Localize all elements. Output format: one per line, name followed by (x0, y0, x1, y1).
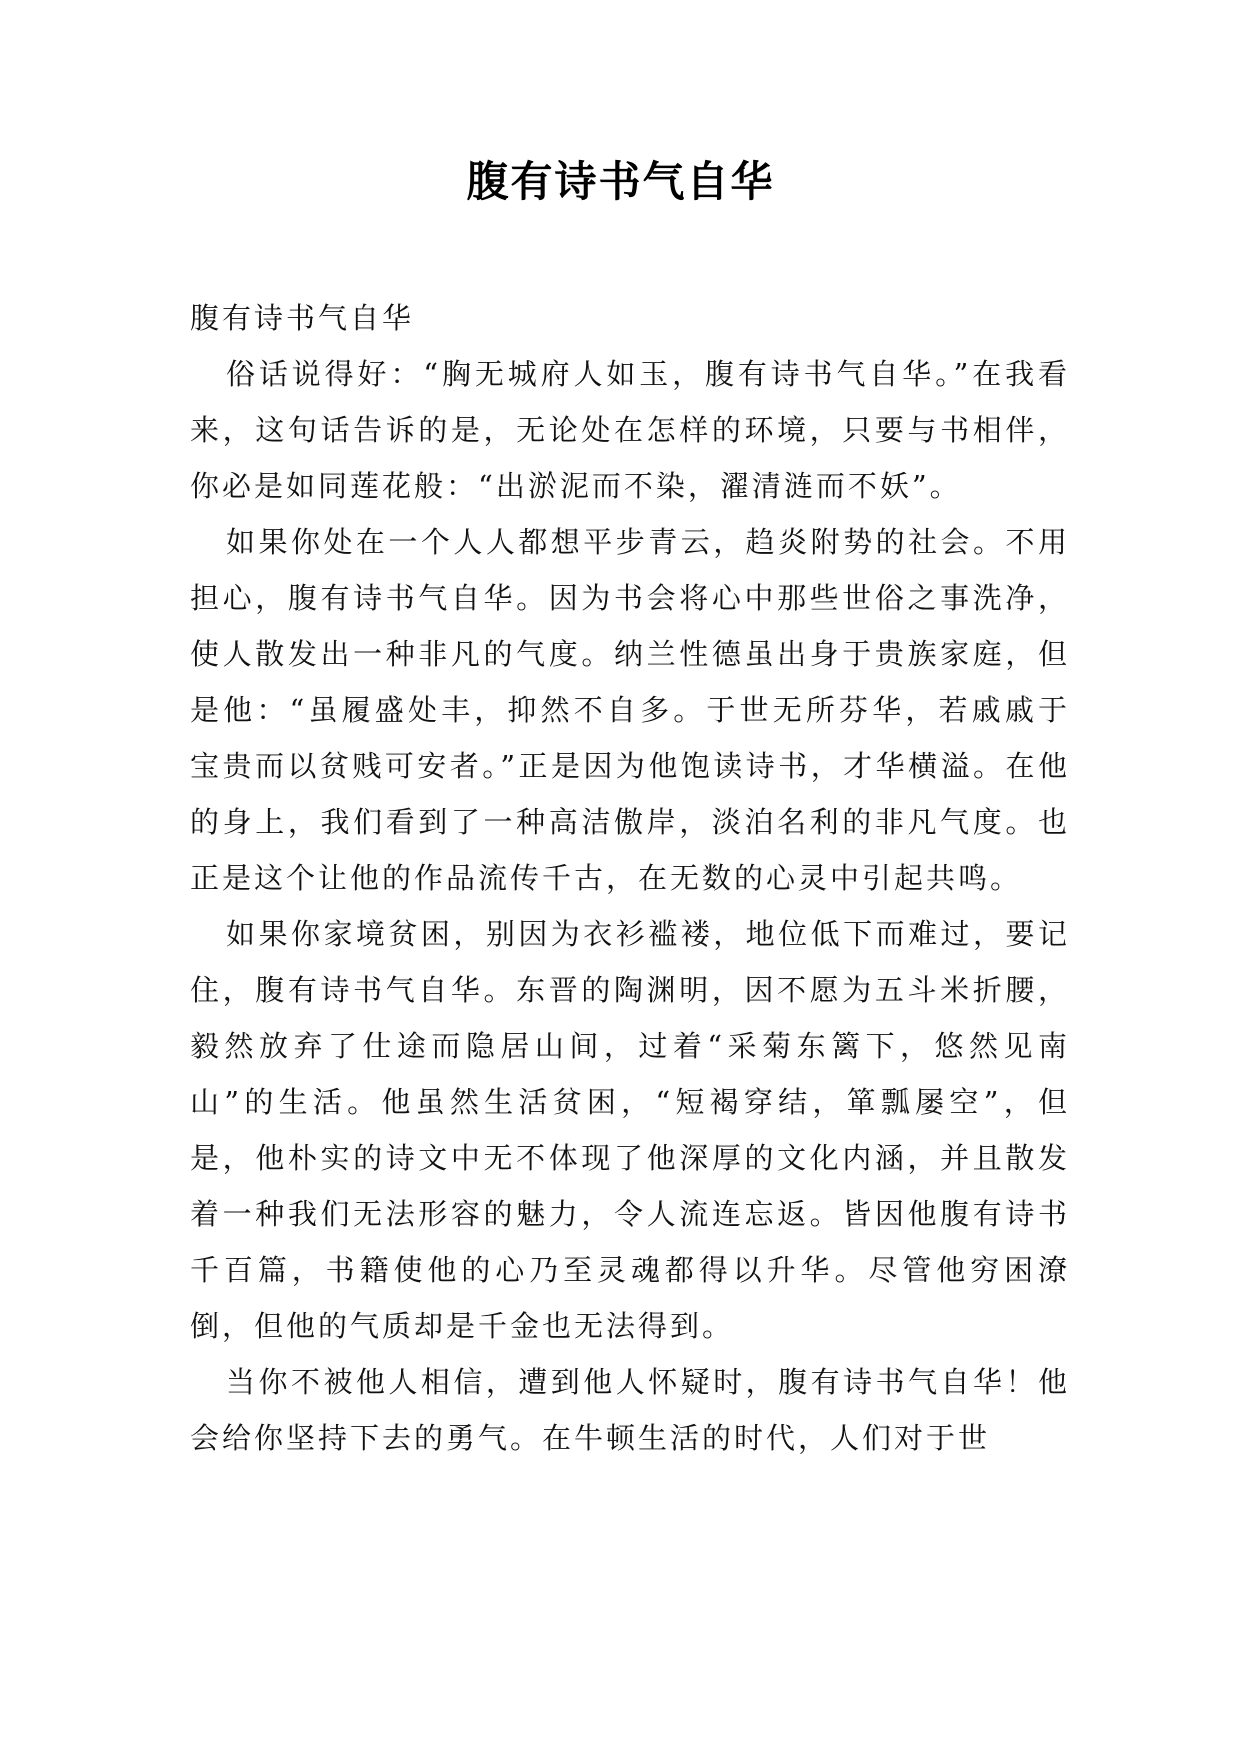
paragraph-2: 如果你处在一个人人都想平步青云，趋炎附势的社会。不用担心，腹有诗书气自华。因为书会将心中那些世俗之事洗净，使人散发出一种非凡的气度。纳兰性德虽出身于贵族家庭，但是他：“虽履盛处丰，抑然不自多。于世无所芬华，若戚戚于宝贵而以贫贱可安者。”正是因为他饱读诗书，才华横溢。在他的身上，我们看到了一种高洁傲岸，淡泊名利的非凡气度。也正是这个让他的作品流传千古，在无数的心灵中引起共鸣。 (190, 525, 1070, 895)
document-title: 腹有诗书气自华 (466, 157, 775, 206)
document-body (190, 290, 1070, 1466)
document-subtitle: 腹有诗书气自华 (190, 301, 415, 335)
paragraph-1: 俗话说得好：“胸无城府人如玉，腹有诗书气自华。”在我看来，这句话告诉的是，无论处在怎样的环境，只要与书相伴，你必是如同莲花般：“出淤泥而不染，濯清涟而不妖”。 (190, 357, 1070, 503)
paragraph-4: 当你不被他人相信，遭到他人怀疑时，腹有诗书气自华！他会给你坚持下去的勇气。在牛顿生活的时代，人们对于世 (190, 1365, 1070, 1455)
paragraph-3: 如果你家境贫困，别因为衣衫褴褛，地位低下而难过，要记住，腹有诗书气自华。东晋的陶渊明，因不愿为五斗米折腰，毅然放弃了仕途而隐居山间，过着“采菊东篱下，悠然见南山”的生活。他虽然生活贫困，“短褐穿结，箪瓢屡空”，但是，他朴实的诗文中无不体现了他深厚的文化内涵，并且散发着一种我们无法形容的魅力，令人流连忘返。皆因他腹有诗书千百篇，书籍使他的心乃至灵魂都得以升华。尽管他穷困潦倒，但他的气质却是千金也无法得到。 (190, 917, 1070, 1343)
